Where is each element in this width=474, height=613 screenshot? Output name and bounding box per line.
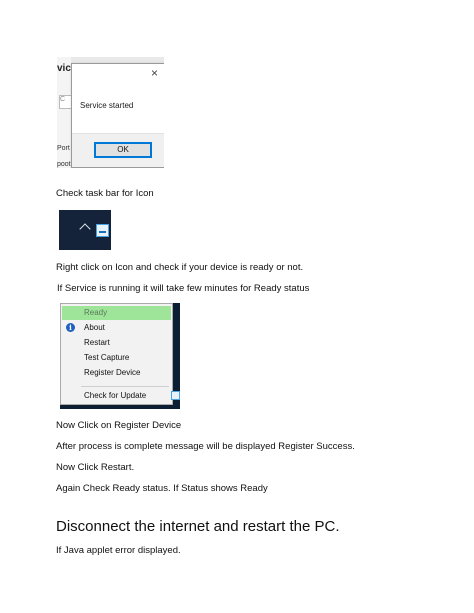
background-fragment: C [59,95,73,109]
instruction-text: If Service is running it will take few minutes for Ready status [57,283,310,294]
tray-app-icon[interactable] [96,224,109,237]
instruction-text: Again Check Ready status. If Status shows Ready [56,483,268,494]
instruction-text: Check task bar for Icon [56,188,154,199]
menu-item-about[interactable]: i About [62,321,171,335]
dialog-footer [72,133,164,167]
menu-item-restart[interactable]: Restart [84,338,110,347]
context-menu-screenshot [60,303,180,409]
background-fragment: poot [57,161,71,168]
instruction-text: Right click on Icon and check if your device is ready or not. [56,262,304,273]
message-dialog [71,63,164,168]
info-icon: i [66,323,75,332]
menu-item-test-capture[interactable]: Test Capture [84,353,130,362]
background-fragment: Port [57,145,70,152]
menu-separator [81,386,169,387]
context-menu [60,303,173,405]
instruction-text: Now Click on Register Device [56,420,182,431]
dialog-message: Service started [80,101,134,110]
chevron-up-icon[interactable] [79,223,90,234]
menu-item-register-device[interactable]: Register Device [84,368,141,377]
ok-button[interactable]: OK [94,142,152,158]
instruction-text: After process is complete message will be displayed Register Success. [56,441,355,452]
instruction-text: Now Click Restart. [56,462,135,473]
instruction-text: If Java applet error displayed. [56,545,181,556]
section-heading: Disconnect the internet and restart the PC. [56,518,340,535]
tray-app-icon[interactable] [171,391,180,400]
menu-item-ready: Ready [62,306,171,320]
background-fragment: vic [57,63,71,74]
taskbar-screenshot [59,210,111,250]
menu-item-check-for-update[interactable]: Check for Update [84,391,147,400]
service-dialog-screenshot [57,57,164,168]
close-icon[interactable]: × [150,66,158,80]
